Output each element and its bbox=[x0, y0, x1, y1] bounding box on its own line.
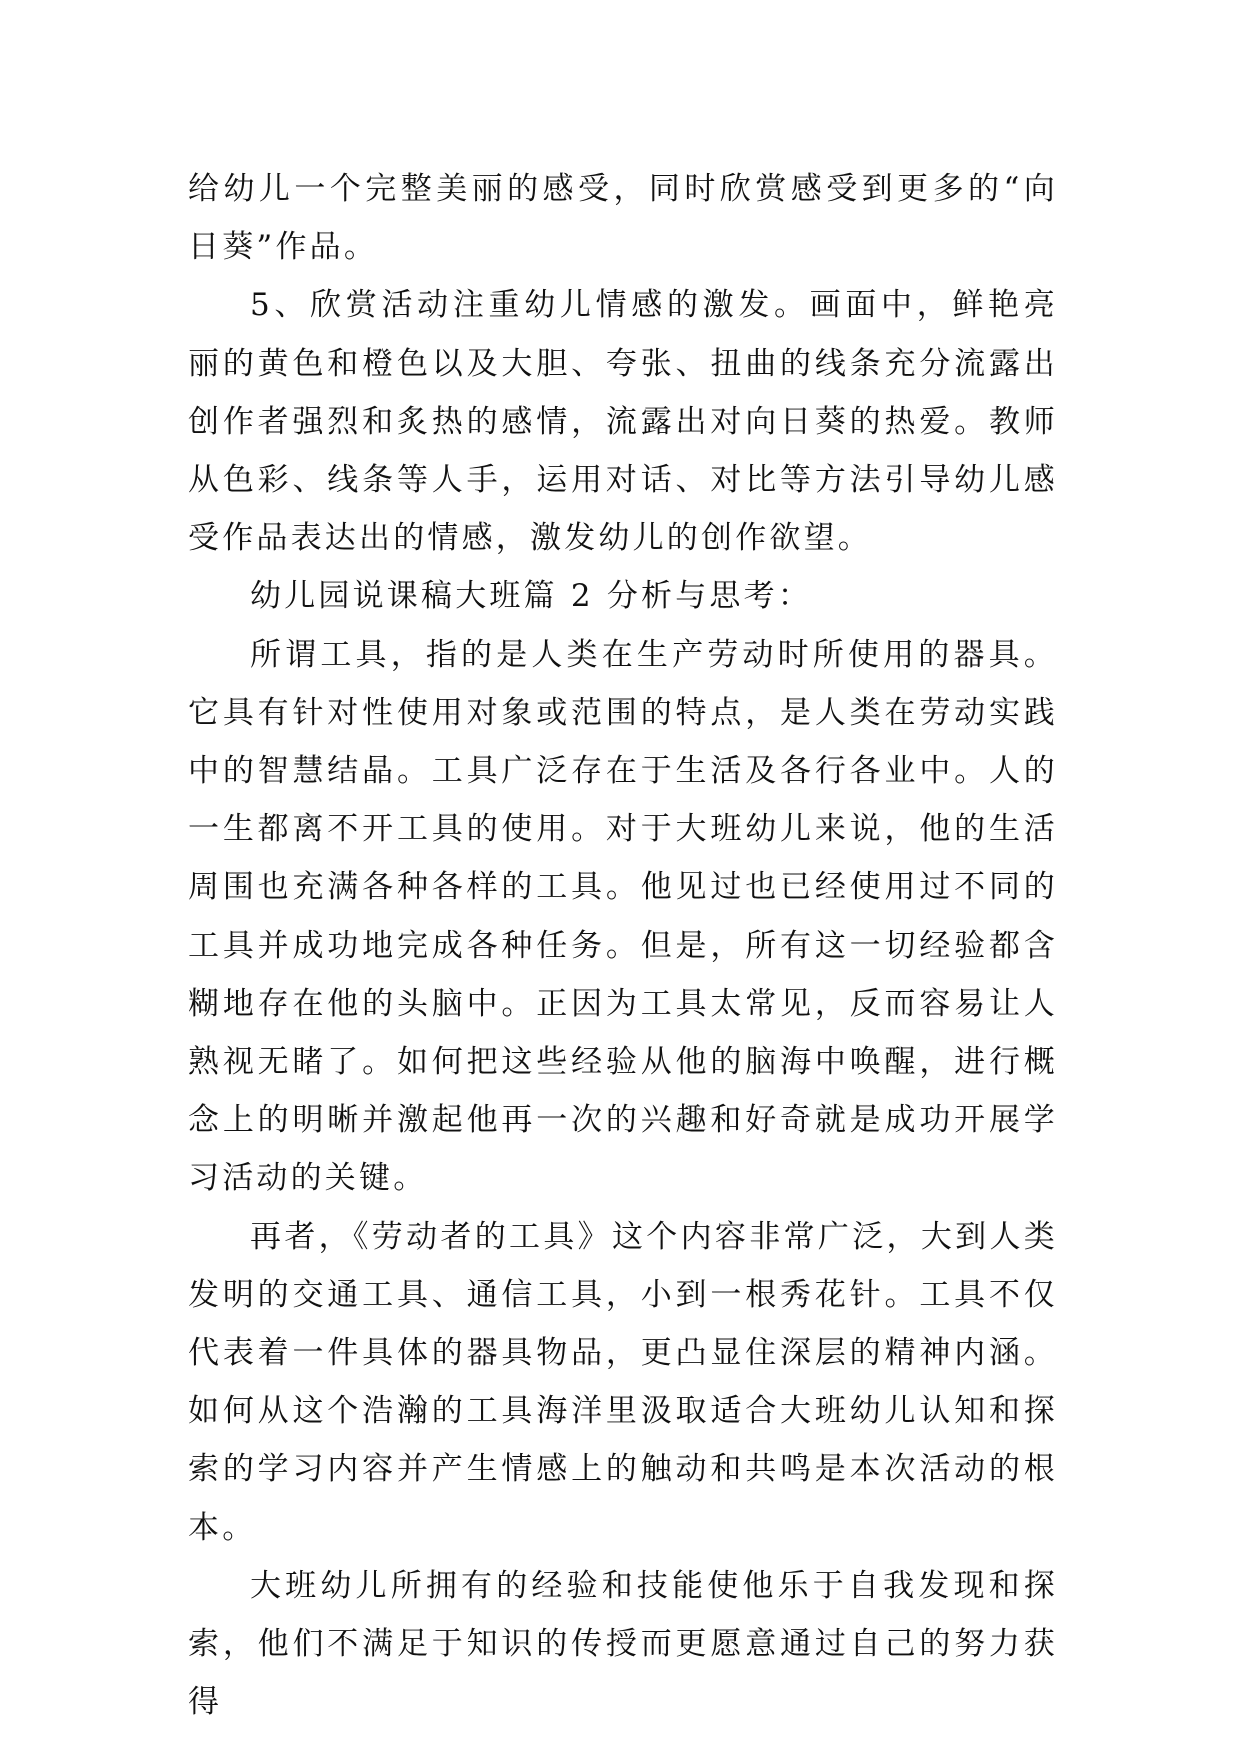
paragraph-item-5: 5、欣赏活动注重幼儿情感的激发。画面中，鲜艳亮丽的黄色和橙色以及大胆、夸张、扭曲的线条充分流露出创作者强烈和炙热的感情，流露出对向日葵的热爱。教师从色彩、线条等人手，运用对话、对比等方法引导幼儿感受作品表达出的情感，激发幼儿的创作欲望。 bbox=[188, 287, 1058, 557]
paragraph-children-experience: 大班幼儿所拥有的经验和技能使他乐于自我发现和探索，他们不满足于知识的传授而更愿意通过自己的努力获得 bbox=[188, 1567, 1058, 1721]
paragraph-continuation: 给幼儿一个完整美丽的感受，同时欣赏感受到更多的“向日葵”作品。 bbox=[188, 171, 1058, 266]
paragraph-content-scope: 再者，《劳动者的工具》这个内容非常广泛，大到人类发明的交通工具、通信工具，小到一根秀花针。工具不仅代表着一件具体的器具物品，更凸显住深层的精神内涵。如何从这个浩瀚的工具海洋里汲取适合大班幼儿认知和探索的学习内容并产生情感上的触动和共鸣是本次活动的根本。 bbox=[188, 1218, 1058, 1546]
document-body bbox=[188, 160, 1058, 1731]
paragraph-tools-definition: 所谓工具，指的是人类在生产劳动时所使用的器具。它具有针对性使用对象或范围的特点，是人类在劳动实践中的智慧结晶。工具广泛存在于生活及各行各业中。人的一生都离不开工具的使用。对于大班幼儿来说，他的生活周围也充满各种各样的工具。他见过也已经使用过不同的工具并成功地完成各种任务。但是，所有这一切经验都含糊地存在他的头脑中。正因为工具太常见，反而容易让人熟视无睹了。如何把这些经验从他的脑海中唤醒，进行概念上的明晰并激起他再一次的兴趣和好奇就是成功开展学习活动的关键。 bbox=[188, 636, 1058, 1197]
section-heading: 幼儿园说课稿大班篇 2 分析与思考： bbox=[250, 578, 813, 615]
